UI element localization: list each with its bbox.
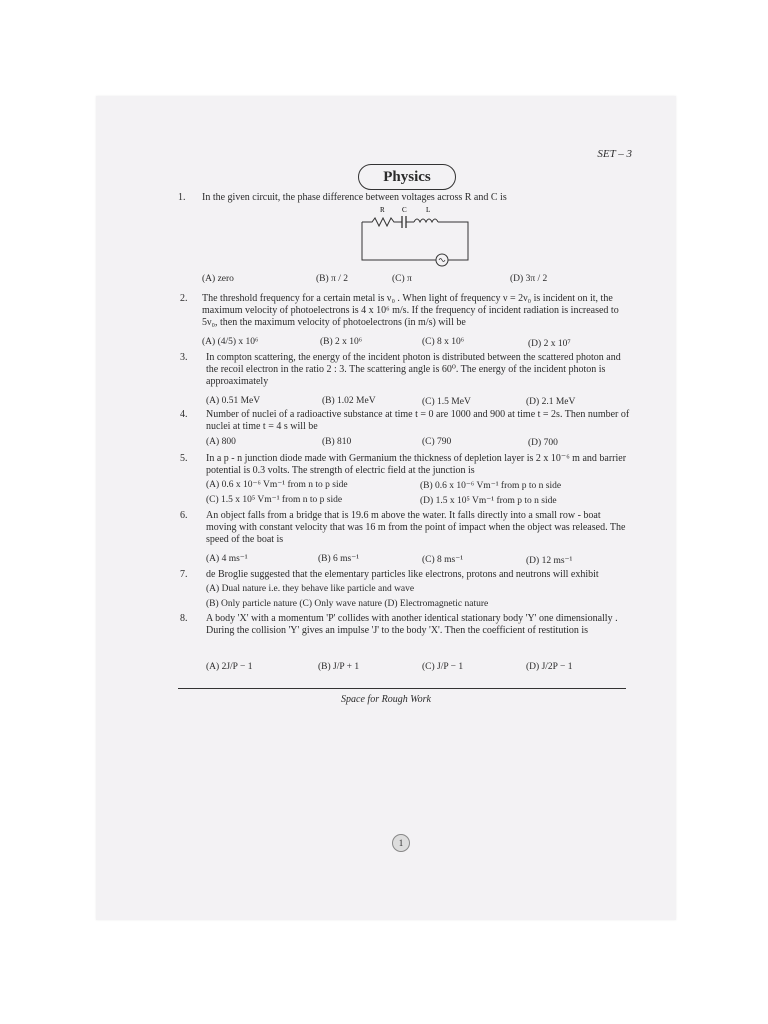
q6-option-c: (C) 8 ms⁻¹ [422,555,464,565]
q5-option-c: (C) 1.5 x 10⁵ Vm⁻¹ from n to p side [206,495,343,505]
rlc-circuit-diagram [356,204,476,272]
set-label: SET – 3 [597,148,632,160]
q6-text: An object falls from a bridge that is 19.6 m above the water. It falls directly into a small row - boat moving with constant velocity that was 16 m from the point of impact when the object was released. The speed of the boat is [206,510,626,545]
q1-option-c: (C) π [392,274,412,284]
capacitor-icon [402,216,406,228]
q7-option-a: (A) Dual nature i.e. they behave like particle and wave [206,584,415,594]
q4-number: 4. [180,409,188,420]
q4-text: Number of nuclei of a radioactive substance at time t = 0 are 1000 and 900 at time t = 2s. Then number of nuclei at time t = 4 s will be [206,409,630,432]
q6-option-a: (A) 4 ms⁻¹ [206,554,248,564]
q5-text: In a p - n junction diode made with Germanium the thickness of depletion layer is 2 x 10⁻⁶ m and barrier potential is 0.3 volts. The strength of electric field at the junction is [206,453,627,476]
q8-option-b: (B) J/P + 1 [318,662,360,672]
q8-text: A body 'X' with a momentum 'P' collides with another identical stationary body 'Y' one dimensionally . During the collision 'Y' gives an impulse 'J' to the body 'X'. Then the coefficient of restitution is [206,613,618,636]
circuit-label-r: R [380,206,385,214]
q2-option-b: (B) 2 x 10⁶ [320,337,363,347]
q6-option-d: (D) 12 ms⁻¹ [526,556,573,566]
q7-options-bcd: (B) Only particle nature (C) Only wave nature (D) Electromagnetic nature [206,599,489,609]
q6-number: 6. [180,510,188,521]
q3-option-b: (B) 1.02 MeV [322,396,376,406]
q1-option-a: (A) zero [202,274,234,284]
q6-option-b: (B) 6 ms⁻¹ [318,554,360,564]
q3-number: 3. [180,352,188,363]
q1-option-d: (D) 3π / 2 [510,274,548,284]
q1-number: 1. [178,192,186,203]
q5-option-d: (D) 1.5 x 10⁵ Vm⁻¹ from p to n side [420,496,557,506]
q5-number: 5. [180,453,188,464]
q4-option-c: (C) 790 [422,437,452,447]
q5-option-b: (B) 0.6 x 10⁻⁶ Vm⁻¹ from p to n side [420,481,562,491]
circuit-label-l: L [426,206,431,214]
q3-option-c: (C) 1.5 MeV [422,397,471,407]
page-title: Physics [358,164,456,190]
section-divider [178,688,626,689]
q2-option-a: (A) (4/5) x 10⁶ [202,337,259,347]
q1-option-b: (B) π / 2 [316,274,348,284]
resistor-icon [362,218,402,226]
q8-option-d: (D) J/2P − 1 [526,662,573,672]
q5-option-a: (A) 0.6 x 10⁻⁶ Vm⁻¹ from n to p side [206,480,348,490]
q3-option-d: (D) 2.1 MeV [526,397,576,407]
q7-number: 7. [180,569,188,580]
q8-number: 8. [180,613,188,624]
q8-option-c: (C) J/P − 1 [422,662,464,672]
q7-text: de Broglie suggested that the elementary particles like electrons, protons and neutrons will exhibit [206,569,599,580]
inductor-icon [406,219,468,260]
q2-option-d: (D) 2 x 10⁷ [528,339,571,349]
exam-page [96,96,676,920]
page-number: 1 [392,834,410,852]
q4-option-d: (D) 700 [528,438,558,448]
q3-text: In compton scattering, the energy of the incident photon is distributed between the scattered photon and the recoil electron in the ratio 2 : 3. The scattering angle is 60⁰. The energy of the incident photon is approaximately [206,352,621,387]
rough-work-caption: Space for Rough Work [341,694,431,705]
q8-option-a: (A) 2J/P − 1 [206,662,253,672]
q4-option-a: (A) 800 [206,437,236,447]
q1-text: In the given circuit, the phase difference between voltages across R and C is [202,192,507,203]
q2-text: The threshold frequency for a certain metal is ν₀ . When light of frequency ν = 2ν₀ is incident on it, the maximum velocity of photoelectrons is 4 x 10⁶ m/s. If the frequency of incident radiation is increased to 5ν₀, then the maximum velocity of photoelectrons (in m/s) will be [202,293,619,328]
q3-option-a: (A) 0.51 MeV [206,396,261,406]
q2-option-c: (C) 8 x 10⁶ [422,337,465,347]
q2-number: 2. [180,293,188,304]
circuit-label-c: C [402,206,407,214]
q4-option-b: (B) 810 [322,437,352,447]
